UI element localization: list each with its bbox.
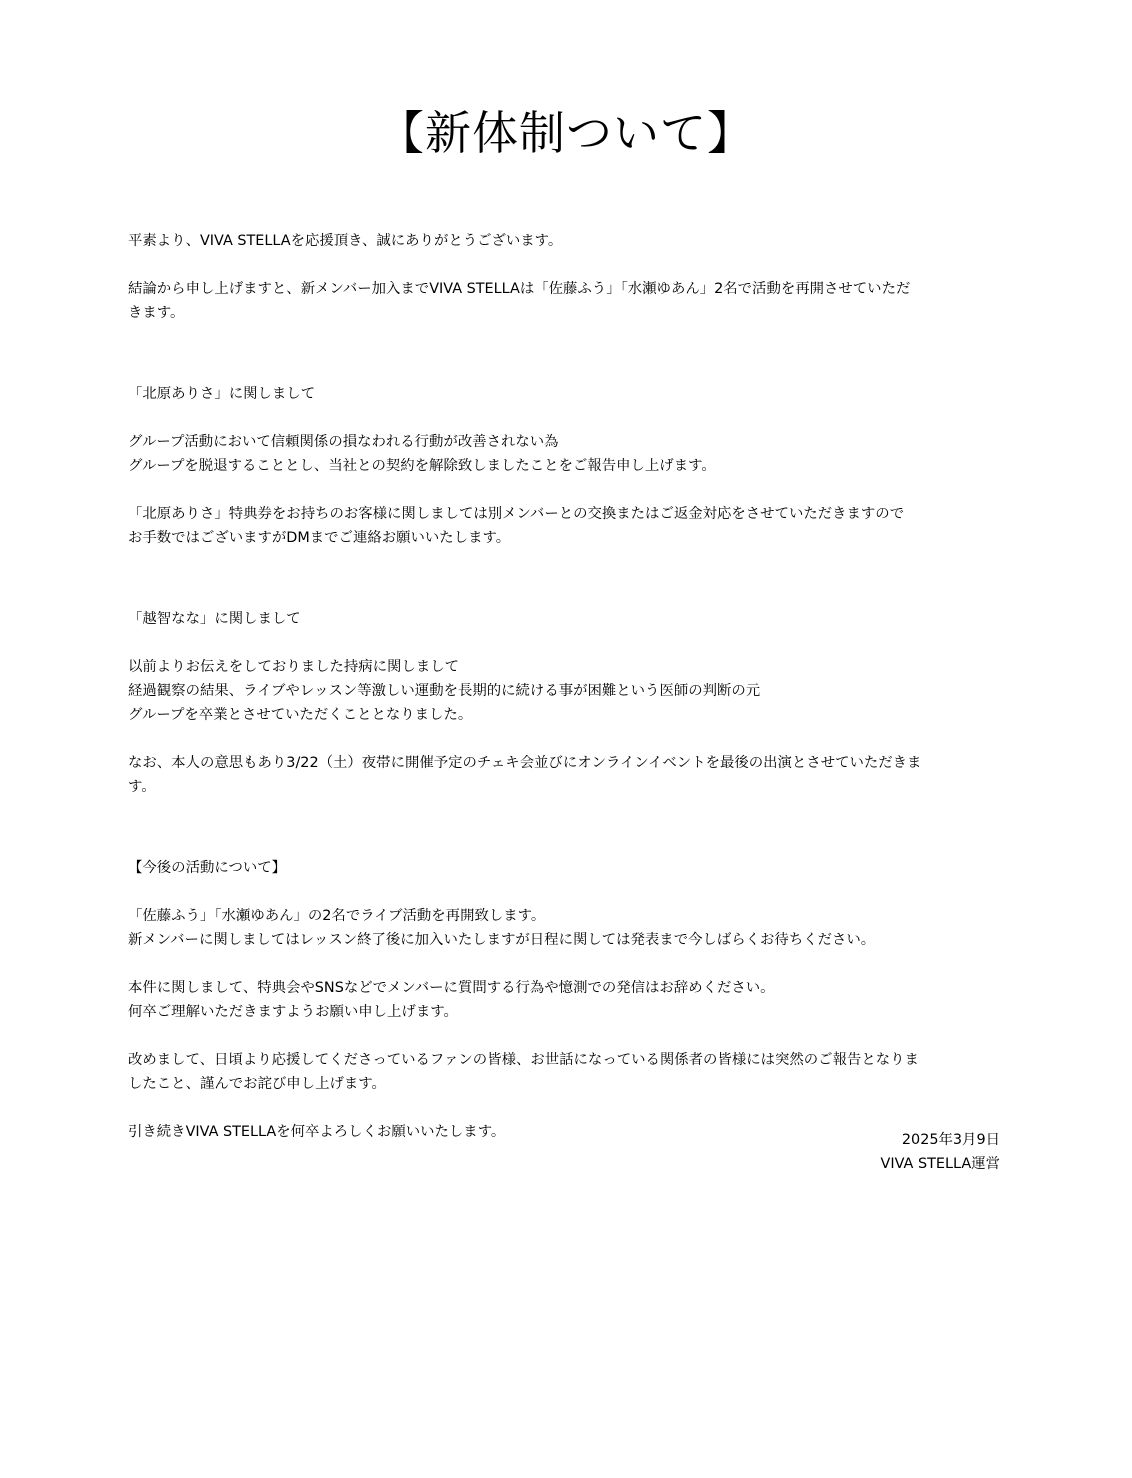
page-title: 【新体制ついて】 [378, 106, 754, 160]
ochi-text-line-1: 以前よりお伝えをしておりました持病に関しまして [128, 659, 459, 675]
apology-text-line-1: 改めまして、日頃より応援してくださっているファンの皆様、お世話になっている関係者の皆様には突然のご報告となりま [128, 1052, 919, 1068]
future-section-heading: 【今後の活動について】 [128, 860, 287, 876]
future-text-line-2: 新メンバーに関しましてはレッスン終了後に加入いたしますが日程に関しては発表まで今しばらくお待ちください。 [128, 932, 876, 948]
kitahara-text-line-2: グループを脱退することとし、当社との契約を解除致しましたことをご報告申し上げます。 [128, 458, 716, 474]
ochi-text-line-4: なお、本人の意思もあり3/22（土）夜帯に開催予定のチェキ会並びにオンラインイベントを最後の出演とさせていただきま [128, 755, 922, 771]
conclusion-text-line-2: きます。 [128, 305, 185, 321]
apology-text-line-2: したこと、謹んでお詫び申し上げます。 [128, 1076, 386, 1092]
future-text-line-4: 何卒ご理解いただきますようお願い申し上げます。 [128, 1004, 458, 1020]
ochi-text-line-3: グループを卒業とさせていただくこととなりました。 [128, 707, 473, 723]
document-body [128, 229, 1008, 1144]
greeting-text: 平素より、VIVA STELLAを応援頂き、誠にありがとうございます。 [128, 233, 563, 249]
ochi-text-line-5: す。 [128, 779, 156, 795]
signature-date: 2025年3月9日 [901, 1132, 1000, 1148]
future-text-line-1: 「佐藤ふう」「水瀬ゆあん」の2名でライブ活動を再開致します。 [128, 908, 546, 924]
kitahara-text-line-4: お手数ではございますがDMまでご連絡お願いいたします。 [128, 530, 511, 546]
ochi-text-line-2: 経過観察の結果、ライブやレッスン等激しい運動を長期的に続ける事が困難という医師の判断の元 [128, 683, 761, 699]
kitahara-text-line-3: 「北原ありさ」特典券をお持ちのお客様に関しましては別メンバーとの交換またはご返金対応をさせていただきますので [128, 506, 905, 522]
kitahara-section-heading: 「北原ありさ」に関しまして [128, 386, 316, 402]
kitahara-text-line-1: グループ活動において信頼関係の損なわれる行動が改善されない為 [128, 434, 559, 450]
conclusion-text-line-1: 結論から申し上げますと、新メンバー加入までVIVA STELLAは「佐藤ふう」「水瀬ゆあん」2名で活動を再開させていただ [128, 281, 911, 297]
closing-text: 引き続きVIVA STELLAを何卒よろしくお願いいたします。 [128, 1124, 506, 1140]
signature-organization: VIVA STELLA運営 [880, 1156, 1000, 1172]
signature-block [881, 1128, 1000, 1176]
ochi-section-heading: 「越智なな」に関しまして [128, 611, 301, 627]
future-text-line-3: 本件に関しまして、特典会やSNSなどでメンバーに質問する行為や憶測での発信はお辞めください。 [128, 980, 775, 996]
